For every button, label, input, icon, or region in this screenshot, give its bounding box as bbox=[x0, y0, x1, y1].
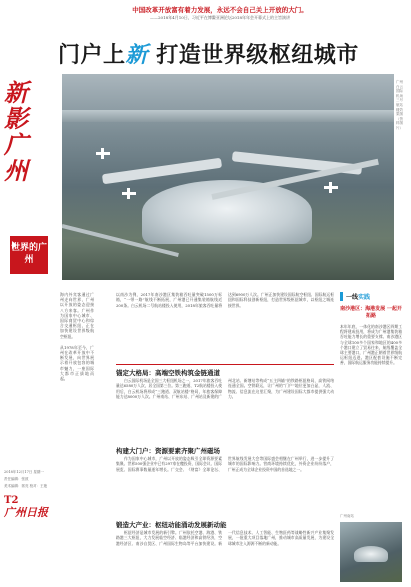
station-photo bbox=[340, 522, 402, 582]
intro-text: 以南沙为例，2017年南沙港区集装箱吞吐量突破1500万标箱，“一带一路”航线不断拓展，广州港已开通集装箱航线近200条。白云机场二号航站楼投入使用，2018年旅客吞吐量将达到6900万人次。广州正加快建设国际航空枢纽、国际航运枢纽和国际科技创新枢纽，打造世界级枢纽城市，以枢纽之城连接世界。 bbox=[116, 292, 334, 308]
section-3-text: 枢纽经济是城市发展的新引擎。广州依托空港、海港、铁路港三大枢纽，大力发展临空经济、临港经济和高铁经济，空港经济区、南沙自贸区、广州国际生物岛等平台加快建设。新一代信息技术、人工智能、生物医药等战略性新兴产业集聚发展，一批重大项目落地广州，推动城市高质量发展，为建设全球城市注入源源不断的新动能。 bbox=[116, 530, 334, 546]
headline-part2: 打造世界级枢纽城市 bbox=[148, 42, 359, 68]
left-column bbox=[60, 292, 94, 381]
brand-char-3: 广 bbox=[4, 130, 28, 159]
meta-date: 2018年12月17日 星期一 bbox=[4, 470, 44, 474]
section-2-text: 作为国家中心城市，广州以开放的姿态吸引全球资源要素集聚。世界500强企业中已有297家在穗投资，国际会议、国际展览、国际赛事数量逐年增长。广交会、《财富》全球论坛、世界航线发展大会等国际盛会相继在广州举行，进一步提升了城市的国际影响力。营商环境持续优化，外资企业纷纷落户，广州正成为全球企业投资中国的首选地之一。 bbox=[116, 456, 334, 472]
section-divider bbox=[116, 364, 334, 365]
top-quote bbox=[70, 6, 370, 21]
section-2-heading: 构建大门户：资源要素齐聚广州磁场 bbox=[116, 447, 220, 455]
plane-icon bbox=[122, 192, 136, 195]
section-1-body bbox=[116, 378, 334, 440]
side-tag-prefix: 一线 bbox=[346, 294, 359, 301]
brand-box-text: 世界的广州 bbox=[10, 243, 47, 265]
meta-editor: 责任编辑：张波 bbox=[4, 477, 29, 481]
headline bbox=[58, 38, 359, 69]
plane-icon bbox=[96, 152, 110, 155]
brand-box bbox=[10, 236, 48, 274]
arrow-icon bbox=[12, 241, 17, 249]
headline-accent: 新 bbox=[125, 42, 149, 68]
side-subhead: 南沙港区：海港发展 一起开拓路 bbox=[340, 306, 402, 319]
left-column-text-1: 海内外宾客通过广州走向世界，广州以开放的姿态迎接八方来客。广州作为国家中心城市、国际商贸中心和综合交通枢纽，正在加快建设世界级航空枢纽。 bbox=[60, 292, 94, 339]
page-meta bbox=[4, 470, 52, 520]
plane-icon bbox=[324, 186, 338, 189]
quote-source: ——2018年4月10日，习近平在博鳌亚洲论坛2018年年会开幕式上的主旨演讲 bbox=[150, 15, 290, 20]
right-column bbox=[340, 292, 402, 366]
bottom-photo-caption: 广州南站 bbox=[340, 514, 354, 518]
section-2-body bbox=[116, 456, 334, 514]
section-1-text: 白云国际机场是全国三大枢纽机场之一，2017年旅客吞吐量达6580万人次，居全国第三位。第三跑道、T2航站楼投入使用后，白云机场将形成“三跑道、双航站楼”格局，年旅客保障能力达8000万人次。广州南站、广州东站、广州站及新建的广州北站、新塘站等构成“五主四辅”的铁路枢纽格局，高铁网络连通全国。空铁联运，让广州的“门户”地位更加凸显，人流、物流、信息流在这里汇聚，为广州建设国际大都市提供强大动力。 bbox=[116, 378, 334, 399]
left-column-text-2: 从1978年至今，广州在改革开放中不断发展，向世界展示着开放包容的城市魅力，一座国际大都市正拔地而起。 bbox=[60, 344, 94, 382]
airport-photo bbox=[62, 74, 394, 280]
photo-caption: 广州白云国际机场三号航站楼效果图（资料图片） bbox=[396, 80, 403, 130]
brand-char-2: 影 bbox=[4, 104, 28, 133]
brand-banner bbox=[4, 80, 52, 184]
newspaper-logo: 广州日报 bbox=[4, 506, 48, 519]
headline-part1: 门户上 bbox=[58, 42, 126, 68]
meta-design: 美术编辑：郭亮 校对：王艳 bbox=[4, 484, 48, 488]
section-3-heading: 锻造大产业：枢纽动能涌动发展新动能 bbox=[116, 521, 227, 529]
right-column-text: 本年年底，一体化的南沙港区四期工程将建成投用，将成为广州港集装箱吞吐能力增长的重要支撑。南沙港区与全球100多个国家和地区的400多个港口建立了贸易往来，航线覆盖全球主要港口，广州港正朝着世界级航运枢纽迈进。港区配套设施不断完善，国际航运服务功能持续提升。 bbox=[340, 324, 402, 366]
quote-text: 中国改革开放富有着力发展，永远不会自己关上开放的大门。 bbox=[132, 6, 308, 14]
section-1-heading: 锚定大格局：高端空铁构筑金链通道 bbox=[116, 369, 220, 377]
side-tag bbox=[340, 292, 402, 301]
side-tag-accent: 实践 bbox=[358, 294, 371, 301]
section-3-body bbox=[116, 530, 334, 584]
page-number: T2 bbox=[4, 495, 19, 506]
brand-char-1: 新 bbox=[4, 78, 28, 107]
brand-char-4: 州 bbox=[4, 156, 28, 185]
